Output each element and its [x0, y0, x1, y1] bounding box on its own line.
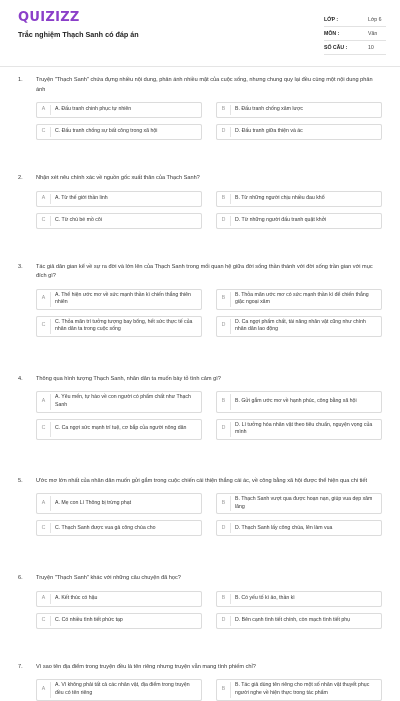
- question-text: Tác giả dân gian kể về sự ra đời và lớn lên của Thạch Sanh trong mối quan hệ giữa đời sống thần thánh với đời sống trần gian với mục đích gì?: [36, 263, 373, 279]
- question-header: [18, 263, 382, 282]
- info-row-grade: [324, 13, 386, 27]
- info-value: 10: [368, 44, 374, 51]
- question-text: Thông qua hình tượng Thạch Sanh, nhân dân ta muốn bày tỏ tình cảm gì?: [36, 375, 221, 382]
- answer-option[interactable]: [216, 591, 382, 607]
- answer-option[interactable]: [36, 391, 202, 412]
- answer-option[interactable]: [36, 613, 202, 629]
- question-item: [0, 174, 400, 229]
- question-text: Ước mơ lớn nhất của nhân dân muốn gửi gắm trong cuộc chiến cái thiện thắng cái ác, về công bằng xã hội được thể hiện qua chi tiết: [36, 477, 368, 484]
- answer-option[interactable]: [36, 591, 202, 607]
- option-text: B. Thạch Sanh vượt qua được hoạn nạn, giúp vua dẹp xâm lăng: [235, 496, 373, 510]
- option-letter: A: [37, 194, 51, 204]
- question-number: 2.: [18, 175, 23, 181]
- option-text: B. Gửi gắm ước mơ về hạnh phúc, công bằng xã hội: [235, 398, 357, 405]
- question-item: [0, 375, 400, 440]
- answer-options: [18, 191, 382, 229]
- answer-options: [18, 679, 382, 700]
- question-header: [18, 375, 382, 385]
- answer-option[interactable]: [216, 213, 382, 229]
- option-text: B. Có yếu tố kì ảo, thần kì: [235, 595, 295, 602]
- option-letter: B: [217, 682, 231, 697]
- option-letter: B: [217, 105, 231, 115]
- option-letter: B: [217, 594, 231, 604]
- option-letter: B: [217, 194, 231, 204]
- option-text: D. Đấu tranh giữa thiện và ác: [235, 128, 303, 135]
- answer-option[interactable]: [216, 102, 382, 118]
- answer-option[interactable]: [36, 289, 202, 310]
- info-row-count: [324, 41, 386, 55]
- header-divider: [0, 66, 400, 67]
- worksheet-info: [324, 13, 386, 55]
- option-letter: D: [217, 216, 231, 226]
- answer-option[interactable]: [216, 679, 382, 700]
- option-letter: C: [37, 616, 51, 626]
- question-text: Truyện "Thạch Sanh" chứa đựng nhiều nội dung, phản ánh nhiều mặt của cuộc sống, nhưng chung quy lại đều cùng một nội dung phản ánh: [36, 77, 373, 93]
- option-text: C. Có nhiều tình tiết phức tạp: [55, 617, 123, 624]
- question-number: 5.: [18, 477, 23, 484]
- option-text: A. Vì không phải tất cả các nhân vật, địa điểm trong truyện đều có tên riêng: [55, 682, 190, 697]
- info-value: Lớp 6: [368, 16, 382, 23]
- option-letter: D: [217, 422, 231, 437]
- option-letter: C: [37, 319, 51, 334]
- answer-option[interactable]: [216, 391, 382, 412]
- answer-option[interactable]: [36, 124, 202, 140]
- option-letter: C: [37, 216, 51, 226]
- answer-options: [18, 391, 382, 439]
- question-header: [18, 574, 382, 584]
- answer-option[interactable]: [36, 679, 202, 700]
- question-item: [0, 477, 400, 537]
- option-text: C. Đấu tranh chống sự bất công trong xã hội: [55, 128, 158, 135]
- question-text: Vì sao tên địa điểm trong truyện đều là tên riêng nhưng truyện vẫn mang tính phiếm chỉ?: [36, 663, 256, 670]
- quizizz-logo: QUIZIZZ: [18, 10, 80, 25]
- option-text: D. Ca ngợi phẩm chất, tài năng nhân vật cũng như chính nhân dân lao động: [235, 318, 366, 333]
- answer-options: [18, 289, 382, 337]
- option-letter: B: [217, 496, 231, 511]
- option-letter: A: [37, 394, 51, 409]
- answer-option[interactable]: [216, 316, 382, 337]
- question-list: [0, 76, 400, 701]
- worksheet-header: [0, 0, 400, 66]
- question-number: 3.: [18, 263, 23, 270]
- option-text: C. Thỏa mãn trí tưởng tượng bay bổng, hết sức thực tế của nhân dân ta trong cuộc sống: [55, 318, 193, 333]
- option-text: A. Kết thúc có hậu: [55, 595, 98, 602]
- answer-options: [18, 493, 382, 536]
- info-label: LỚP :: [324, 16, 339, 23]
- option-text: B. Tác giả dùng tên riêng cho một số nhân vật thuyết phục người nghe về hiện thực trong tác phẩm: [235, 682, 370, 697]
- option-text: A. Đấu tranh chinh phục tự nhiên: [55, 106, 132, 113]
- answer-options: [18, 102, 382, 140]
- option-text: D. Lí tưởng hóa nhân vật theo tiêu chuẩn, nguyện vọng của mình: [235, 421, 373, 436]
- answer-option[interactable]: [36, 213, 202, 229]
- answer-option[interactable]: [36, 493, 202, 514]
- question-item: [0, 263, 400, 337]
- question-number: 4.: [18, 375, 23, 382]
- option-text: A. Thể hiện ước mơ về sức mạnh thần kì chiến thắng thiên nhiên: [55, 291, 191, 306]
- option-text: B. Thỏa mãn ước mơ có sức mạnh thần kì để chiến thắng giặc ngoại xâm: [235, 291, 369, 306]
- question-number: 1.: [18, 77, 23, 83]
- option-text: A. Yêu mến, tự hào về con người có phẩm chất như Thạch Sanh: [55, 394, 191, 408]
- option-letter: B: [217, 292, 231, 307]
- option-text: C. Từ chú bé mồ côi: [55, 216, 102, 223]
- info-label: MÔN :: [324, 30, 340, 37]
- option-letter: A: [37, 682, 51, 697]
- question-item: [0, 574, 400, 629]
- question-text: Truyện "Thạch Sanh" khác với những câu chuyện đã học?: [36, 575, 181, 582]
- answer-option[interactable]: [216, 613, 382, 629]
- option-text: C. Thạch Sanh được vua gả công chúa cho: [55, 524, 156, 531]
- question-item: [0, 76, 400, 140]
- option-letter: A: [37, 496, 51, 511]
- option-letter: D: [217, 127, 231, 137]
- option-text: B. Đấu tranh chống xâm lược: [235, 106, 304, 113]
- option-letter: A: [37, 594, 51, 604]
- option-letter: D: [217, 616, 231, 626]
- answer-options: [18, 591, 382, 629]
- question-number: 6.: [18, 575, 23, 582]
- answer-option[interactable]: [216, 191, 382, 207]
- option-letter: B: [217, 394, 231, 409]
- answer-option[interactable]: [36, 191, 202, 207]
- option-text: C. Ca ngợi sức mạnh trí tuệ, cơ bắp của người nông dân: [55, 425, 187, 432]
- option-text: D. Từ những người đấu tranh quật khởi: [235, 216, 327, 223]
- option-letter: D: [217, 523, 231, 533]
- option-letter: C: [37, 523, 51, 533]
- option-letter: C: [37, 127, 51, 137]
- answer-option[interactable]: [36, 419, 202, 440]
- option-text: D. Bên cạnh tình tiết chính, còn mạch tình tiết phụ: [235, 617, 351, 624]
- option-text: A. Từ thế giới thần linh: [55, 194, 108, 201]
- option-letter: A: [37, 292, 51, 307]
- question-header: [18, 477, 382, 487]
- option-letter: D: [217, 319, 231, 334]
- question-header: [18, 663, 382, 673]
- info-value: Văn: [368, 30, 378, 37]
- answer-option[interactable]: [216, 289, 382, 310]
- question-number: 7.: [18, 663, 23, 670]
- option-text: A. Mẹ con Lí Thông bị trừng phạt: [55, 500, 132, 507]
- answer-option[interactable]: [216, 520, 382, 536]
- answer-option[interactable]: [36, 102, 202, 118]
- answer-option[interactable]: [36, 316, 202, 337]
- question-header: [18, 76, 382, 95]
- question-text: Nhận xét nêu chính xác về nguồn gốc xuất thân của Thạch Sanh?: [36, 175, 200, 181]
- question-item: [0, 663, 400, 701]
- info-label: SỐ CÂU :: [324, 44, 348, 51]
- question-header: [18, 174, 382, 184]
- option-text: B. Từ những người chịu nhiều đau khổ: [235, 194, 325, 201]
- option-letter: C: [37, 422, 51, 437]
- answer-option[interactable]: [216, 124, 382, 140]
- option-text: D. Thạch Sanh lấy công chúa, lên làm vua: [235, 524, 333, 531]
- answer-option[interactable]: [216, 419, 382, 440]
- answer-option[interactable]: [216, 493, 382, 514]
- info-row-subject: [324, 27, 386, 41]
- worksheet-title: Trắc nghiệm Thạch Sanh có đáp án: [18, 30, 139, 39]
- option-letter: A: [37, 105, 51, 115]
- answer-option[interactable]: [36, 520, 202, 536]
